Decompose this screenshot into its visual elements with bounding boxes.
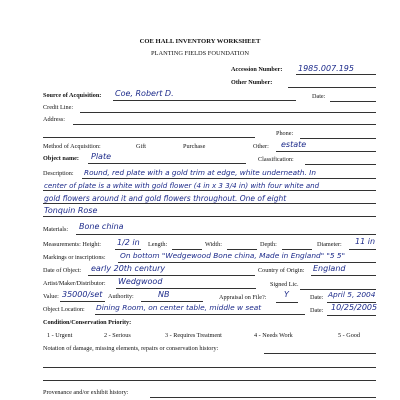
phone-line bbox=[300, 138, 376, 139]
source-line bbox=[113, 100, 296, 101]
description-line-1[interactable]: Round, red plate with a gold trim at edge, white underneath. In bbox=[84, 168, 316, 177]
form-title: COE HALL INVENTORY WORKSHEET bbox=[139, 38, 261, 45]
location-line bbox=[95, 314, 305, 315]
materials-value[interactable]: Bone china bbox=[79, 222, 124, 231]
description-label: Description: bbox=[43, 170, 74, 177]
authority-value[interactable]: NB bbox=[158, 290, 170, 299]
markings-value[interactable]: On bottom "Wedgewood Bone china, Made in England" "5 5" bbox=[120, 251, 346, 260]
value-label: Value: bbox=[43, 293, 59, 300]
location-label: Object Location: bbox=[43, 306, 85, 313]
depth-label: Depth: bbox=[260, 241, 277, 248]
location-date-line bbox=[327, 315, 376, 316]
width-line bbox=[227, 249, 257, 250]
method-gift[interactable]: Gift bbox=[136, 143, 146, 150]
location-date-value[interactable]: 10/25/2005 bbox=[331, 303, 378, 312]
date-of-object-line bbox=[88, 275, 255, 276]
appraisal-value[interactable]: Y bbox=[284, 290, 289, 299]
method-other-label: Other: bbox=[253, 143, 269, 150]
location-value[interactable]: Dining Room, on center table, middle w seat bbox=[96, 303, 262, 312]
appraisal-date-value[interactable]: April 5, 2004 bbox=[328, 290, 376, 299]
appraisal-line bbox=[276, 302, 298, 303]
materials-line bbox=[76, 234, 376, 235]
date-of-object-label: Date of Object: bbox=[43, 267, 82, 274]
diameter-value[interactable]: 11 in bbox=[355, 237, 376, 246]
accession-number-value[interactable]: 1985.007.195 bbox=[298, 64, 354, 73]
authority-label: Authority: bbox=[108, 293, 134, 300]
materials-label: Materials: bbox=[43, 226, 69, 233]
condition-4-needs-work[interactable]: 4 - Needs Work bbox=[254, 332, 293, 339]
credit-line-label: Credit Line: bbox=[43, 104, 74, 111]
markings-label: Markings or inscriptions: bbox=[43, 254, 106, 261]
height-value[interactable]: 1/2 in bbox=[117, 238, 140, 247]
classification-line bbox=[305, 164, 376, 165]
markings-line bbox=[118, 262, 376, 263]
source-label: Source of Acquisition: bbox=[43, 92, 102, 99]
description-rule-1 bbox=[82, 178, 376, 179]
form-subtitle: PLANTING FIELDS FOUNDATION bbox=[151, 50, 249, 57]
value-line bbox=[60, 301, 105, 302]
measurements-height-label: Measurements: Height: bbox=[43, 241, 101, 248]
condition-2-serious[interactable]: 2 - Serious bbox=[104, 332, 131, 339]
condition-5-good[interactable]: 5 - Good bbox=[338, 332, 360, 339]
description-rule-3 bbox=[43, 203, 376, 204]
accession-number-line bbox=[296, 74, 376, 75]
other-number-label: Other Number: bbox=[231, 79, 273, 86]
artist-label: Artist/Maker/Distributor: bbox=[43, 280, 106, 287]
location-date-label: Date: bbox=[310, 307, 324, 314]
diameter-line bbox=[349, 249, 376, 250]
description-line-2[interactable]: center of plate is a white with gold flower (4 in x 3 3/4 in) with four white and bbox=[44, 181, 320, 190]
depth-line bbox=[282, 249, 312, 250]
signed-label: Signed Lic. bbox=[270, 281, 299, 288]
accession-number-label: Accession Number: bbox=[231, 66, 283, 73]
appraisal-label: Appraisal on File?: bbox=[219, 294, 267, 301]
condition-3-requires-treatment[interactable]: 3 - Requires Treatment bbox=[165, 332, 222, 339]
credit-line-line bbox=[80, 112, 376, 113]
authority-line bbox=[141, 301, 203, 302]
address-line-2 bbox=[43, 137, 255, 138]
method-label: Method of Acquisition: bbox=[43, 143, 101, 150]
value-value[interactable]: 35000/set bbox=[62, 290, 103, 299]
object-name-label: Object name: bbox=[43, 155, 79, 162]
description-rule-2 bbox=[43, 190, 376, 191]
length-line bbox=[172, 249, 202, 250]
notation-label: Notation of damage, missing elements, repairs or conservation history: bbox=[43, 345, 219, 352]
description-line-4[interactable]: Tonquin Rose bbox=[44, 206, 98, 215]
country-line bbox=[311, 275, 376, 276]
address-line-1 bbox=[73, 124, 376, 125]
description-line-3[interactable]: gold flowers around it and gold flowers throughout. One of eight bbox=[44, 194, 287, 203]
notation-line-3 bbox=[43, 380, 376, 381]
source-date-label: Date: bbox=[312, 93, 326, 100]
diameter-label: Diameter: bbox=[317, 241, 342, 248]
provenance-line bbox=[150, 397, 376, 398]
source-date-line bbox=[330, 101, 376, 102]
height-line bbox=[115, 249, 141, 250]
artist-value[interactable]: Wedgwood bbox=[118, 277, 163, 286]
method-purchase[interactable]: Purchase bbox=[183, 143, 206, 150]
notation-line-1 bbox=[264, 353, 376, 354]
notation-line-2 bbox=[43, 367, 376, 368]
other-number-line bbox=[288, 87, 376, 88]
object-name-line bbox=[88, 163, 246, 164]
condition-title: Condition/Conservation Priority: bbox=[43, 319, 132, 326]
method-other-value[interactable]: estate bbox=[281, 140, 307, 149]
date-of-object-value[interactable]: early 20th century bbox=[91, 264, 166, 273]
width-label: Width: bbox=[205, 241, 222, 248]
appraisal-date-label: Date: bbox=[310, 294, 324, 301]
condition-1-urgent[interactable]: 1 - Urgent bbox=[47, 332, 73, 339]
length-label: Length: bbox=[148, 241, 168, 248]
classification-label: Classification: bbox=[258, 156, 294, 163]
phone-label: Phone: bbox=[276, 130, 294, 137]
country-value[interactable]: England bbox=[313, 264, 346, 273]
provenance-label: Provenance and/or exhibit history: bbox=[43, 389, 129, 396]
address-label: Address: bbox=[43, 116, 65, 123]
method-other-line bbox=[276, 151, 376, 152]
description-rule-4 bbox=[43, 216, 376, 217]
object-name-value[interactable]: Plate bbox=[91, 152, 112, 161]
country-label: Country of Origin: bbox=[258, 267, 305, 274]
artist-line bbox=[116, 288, 256, 289]
source-value[interactable]: Coe, Robert D. bbox=[115, 89, 174, 98]
